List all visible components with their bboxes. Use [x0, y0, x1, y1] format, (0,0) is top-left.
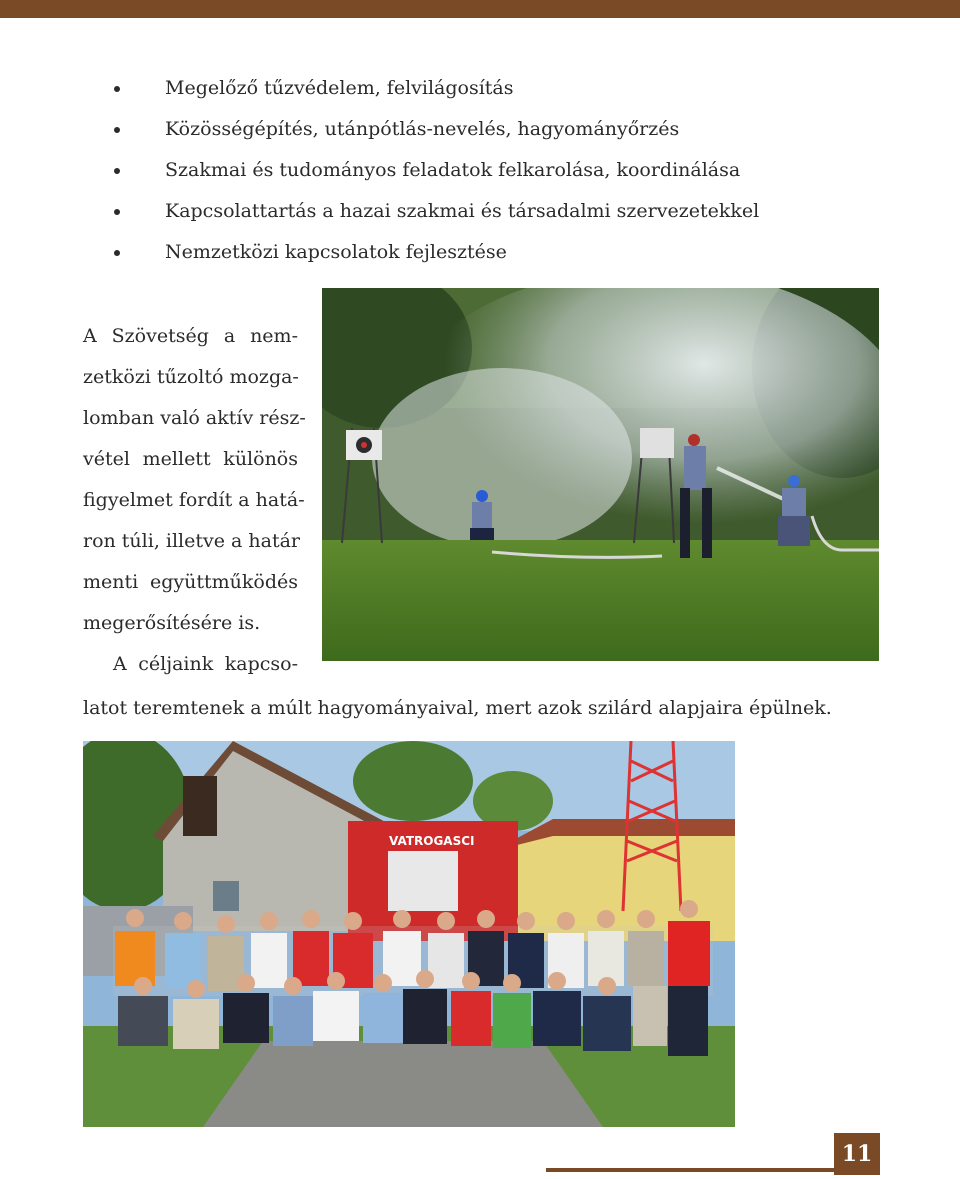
bullet-dot-icon — [114, 86, 120, 92]
bullet-list — [112, 72, 759, 277]
page-number-rule — [546, 1168, 836, 1172]
bullet-item — [112, 154, 759, 195]
firefighter-competition-photo — [322, 288, 879, 661]
bullet-dot-icon — [114, 250, 120, 256]
paragraph-line: lomban való aktív rész- — [83, 407, 306, 429]
bullet-item — [112, 236, 759, 277]
bullet-text: Kapcsolattartás a hazai szakmai és társadalmi szervezetekkel — [165, 200, 760, 222]
bullet-text: Nemzetközi kapcsolatok fejlesztése — [165, 241, 507, 263]
paragraph-line: figyelmet fordít a hatá- — [83, 489, 305, 511]
paragraph-line: zetközi tűzoltó mozga- — [83, 366, 299, 388]
truck-label: VATROGASCI — [389, 834, 475, 848]
paragraph-line: A céljaink kapcso- — [113, 653, 298, 675]
paragraph-line: vétel mellett különös — [83, 448, 298, 470]
bullet-text: Közösségépítés, utánpótlás-nevelés, hagyományőrzés — [165, 118, 680, 140]
paragraph-line: menti együttműködés — [83, 571, 298, 593]
top-decorative-bar — [0, 0, 960, 18]
paragraph-line: A Szövetség a nem- — [83, 325, 298, 347]
paragraph-line: ron túli, illetve a határ — [83, 530, 301, 552]
bullet-dot-icon — [114, 168, 120, 174]
bullet-dot-icon — [114, 127, 120, 133]
firefighter-group-photo — [83, 741, 735, 1127]
bullet-item — [112, 72, 759, 113]
bullet-item — [112, 195, 759, 236]
bullet-text: Megelőző tűzvédelem, felvilágosítás — [165, 77, 514, 99]
paragraph-last-line: latot teremtenek a múlt hagyományaival, mert azok szilárd alapjaira épülnek. — [83, 697, 832, 719]
page-number: 11 — [834, 1133, 880, 1175]
paragraph-line: megerősítésére is. — [83, 612, 261, 634]
bullet-item — [112, 113, 759, 154]
bullet-text: Szakmai és tudományos feladatok felkarolása, koordinálása — [165, 159, 741, 181]
bullet-dot-icon — [114, 209, 120, 215]
body-paragraph — [83, 318, 306, 687]
